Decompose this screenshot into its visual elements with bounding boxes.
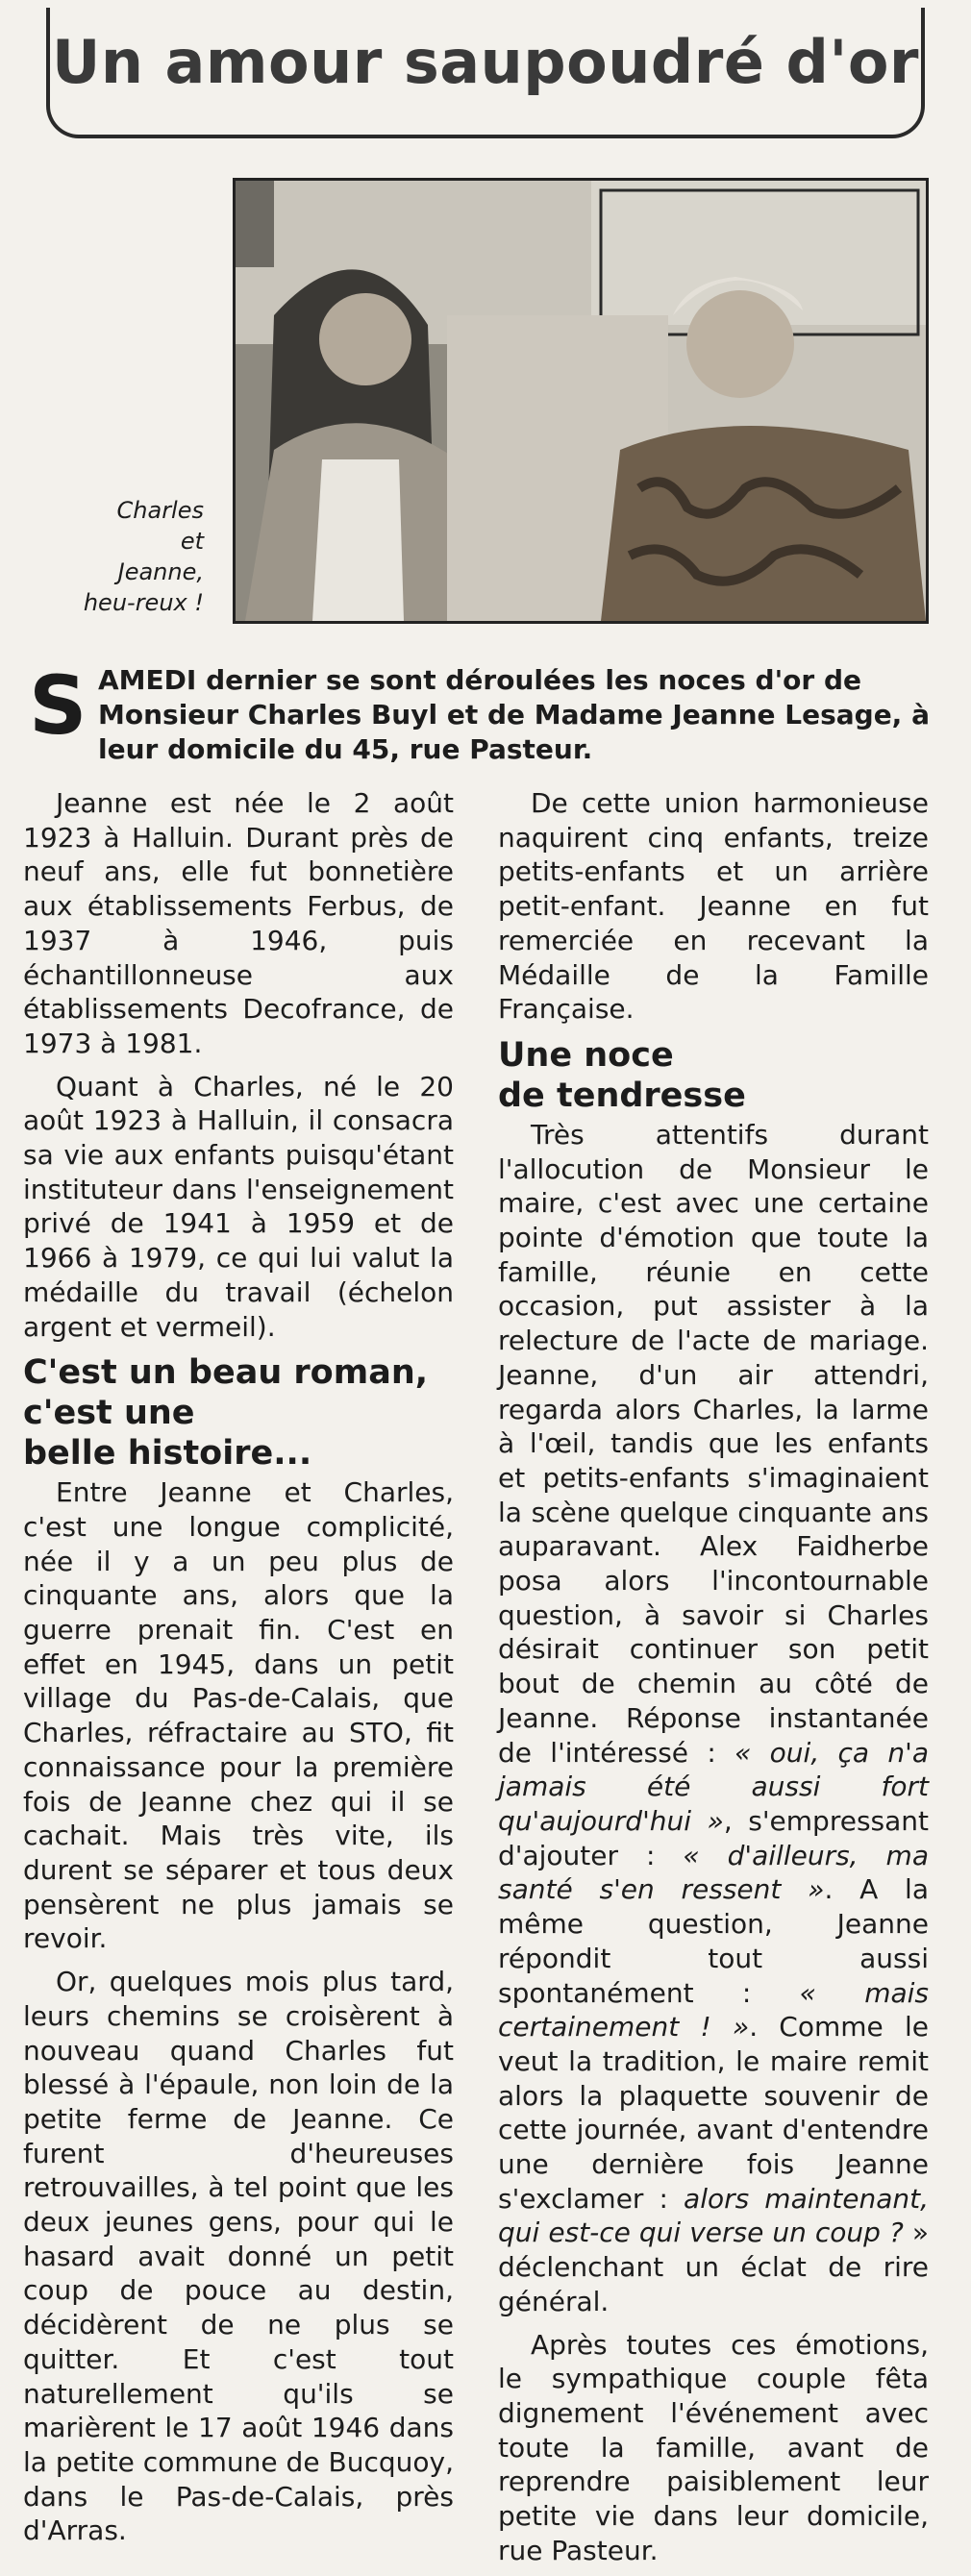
- photo-caption: Charles et Jeanne, heu-reux !: [83, 497, 204, 616]
- lead-text: AMEDI dernier se sont déroulées les noces d'or de Monsieur Charles Buyl et de Madame Jeanne Lesage, à leur domicile du 45, rue Pasteur.: [98, 664, 930, 765]
- paragraph: Entre Jeanne et Charles, c'est une longue complicité, née il y a un peu plus de cinquante ans, alors que la guerre prenait fin. C'est en effet en 1945, dans un petit village du Pas-de-Calais, que Charles, réfractaire au STO, fit connaissance pour la première fois de Jeanne chez qui il se cachait. Mais très vite, ils durent se séparer et tous deux pensèrent ne plus jamais se revoir.: [23, 1476, 454, 1955]
- article-title: Un amour saupoudré d'or: [51, 27, 920, 97]
- lead-paragraph: [29, 658, 936, 767]
- title-box: [46, 8, 925, 138]
- subheading-roman: C'est un beau roman, c'est une belle histoire...: [23, 1353, 429, 1474]
- paragraph: De cette union harmonieuse naquirent cinq enfants, treize petits-enfants et un arrière petit-enfant. Jeanne en fut remerciée en recevant la Médaille de la Famille Française.: [498, 787, 929, 1026]
- paragraph: Quant à Charles, né le 20 août 1923 à Halluin, il consacra sa vie aux enfants puisqu'étant instituteur dans l'enseignement privé de 1941 à 1959 et de 1966 à 1979, ce qui lui valut la médaille du travail (échelon argent et vermeil).: [23, 1070, 454, 1343]
- column-left: [23, 786, 454, 2557]
- paragraph: Or, quelques mois plus tard, leurs chemins se croisèrent à nouveau quand Charles fut blessé à l'épaule, non loin de la petite ferme de Jeanne. Ce furent d'heureuses retrouvailles, à tel point que les deux jeunes gens, pour qui le hasard avait donné un petit coup de pouce au destin, décidèrent de ne plus se quitter. Et c'est tout naturellement qu'ils se marièrent le 17 août 1946 dans la petite commune de Bucquoy, dans le Pas-de-Calais, près d'Arras.: [23, 1966, 454, 2547]
- photo-couple-icon: [236, 181, 926, 621]
- drop-cap: S: [29, 658, 87, 753]
- photo: [233, 178, 929, 624]
- column-right: [498, 786, 929, 2576]
- paragraph: Jeanne est née le 2 août 1923 à Halluin. Durant près de neuf ans, elle fut bonnetière aux établissements Ferbus, de 1937 à 1946, puis échantillonneuse aux établissements Decofrance, de 1973 à 1981.: [23, 787, 454, 1059]
- subheading-noce: Une noce de tendresse: [498, 1035, 746, 1115]
- paragraph: Très attentifs durant l'allocution de Monsieur le maire, c'est avec une certaine pointe d'émotion que toute la famille, réunie en cette occasion, put assister à la relecture de l'acte de mariage. Jeanne, d'un air attendri, regarda alors Charles, la larme à l'œil, tandis que les enfants et petits-enfants s'imaginaient la scène quelque cinquante ans auparavant. Alex Faidherbe posa alors l'incontournable question, à savoir si Charles désirait continuer son petit bout de chemin au côté de Jeanne. Réponse instantanée de l'intéressé : « oui, ça n'a jamais été aussi fort qu'aujourd'hui », s'empressant d'ajouter : « d'ailleurs, ma santé s'en ressent ». A la même question, Jeanne répondit tout aussi spontanément : « mais certainement ! ». Comme le veut la tradition, le maire remit alors la plaquette souvenir de cette journée, avant d'entendre une dernière fois Jeanne s'exclamer : alors maintenant, qui est-ce qui verse un coup ? » déclenchant un éclat de rire général.: [498, 1118, 930, 2317]
- paragraph: Après toutes ces émotions, le sympathique couple fêta dignement l'événement avec toute la famille, avant de reprendre paisiblement leur petite vie dans leur domicile, rue Pasteur.: [498, 2328, 929, 2566]
